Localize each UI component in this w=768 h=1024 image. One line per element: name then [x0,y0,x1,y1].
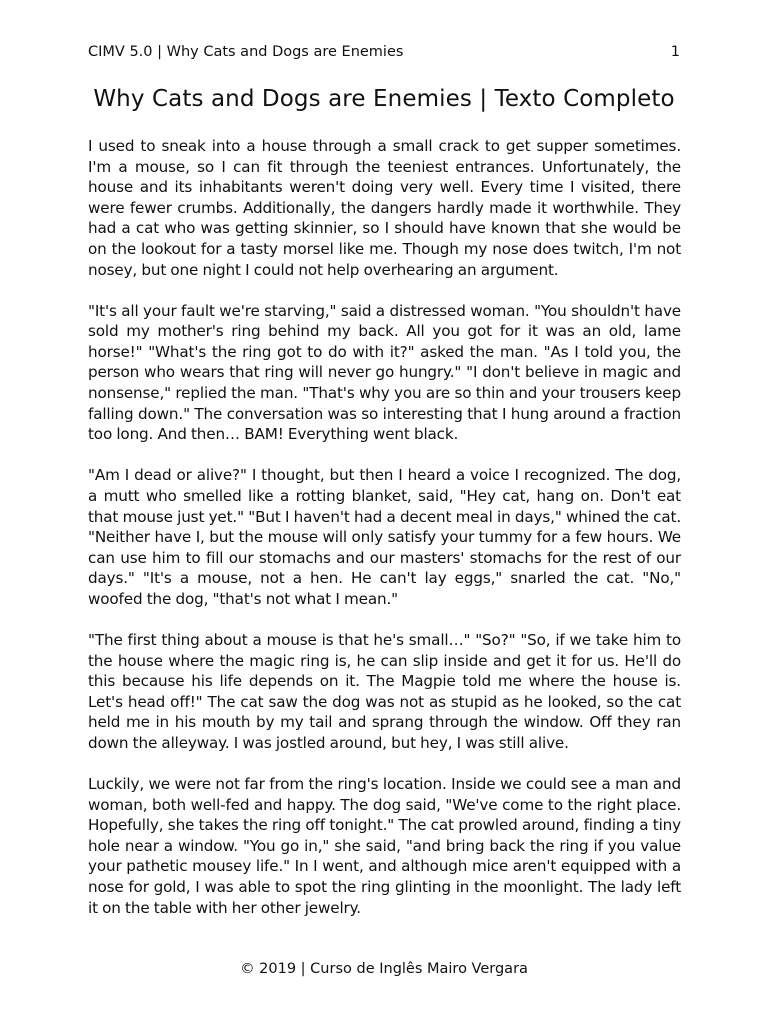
paragraph: "The first thing about a mouse is that he's small…" "So?" "So, if we take him to the house where the magic ring is, he can slip inside and get it for us. He'll do this because his life depends on it. The Magpie told me where the house is. Let's head off!" The cat saw the dog was not as stupid as he looked, so the cat held me in his mouth by my tail and sprang through the window. Off they ran down the alleyway. I was jostled around, but hey, I was still alive. [88,630,681,752]
paragraph: "Am I dead or alive?" I thought, but then I heard a voice I recognized. The dog, a mutt who smelled like a rotting blanket, said, "Hey cat, hang on. Don't eat that mouse just yet." "But I haven't had a decent meal in days," whined the cat. "Neither have I, but the mouse will only satisfy your tummy for a few hours. We can use him to fill our stomachs and our masters' stomachs for the rest of our days." "It's a mouse, not a hen. He can't lay eggs," snarled the cat. "No," woofed the dog, "that's not what I mean." [88,466,681,608]
page-number: 1 [670,44,680,60]
document-title: Why Cats and Dogs are Enemies | Texto Completo [93,86,675,112]
running-header [88,42,680,62]
paragraph: I used to sneak into a house through a small crack to get supper sometimes. I'm a mouse, so I can fit through the teeniest entrances. Unfortunately, the house and its inhabitants weren't doing very well. Every time I visited, there were fewer crumbs. Additionally, the dangers hardly made it worthwhile. They had a cat who was getting skinnier, so I should have known that she would be on the lookout for a tasty morsel like me. Though my nose does twitch, I'm not nosey, but one night I could not help overhearing an argument. [88,137,681,279]
paragraph: Luckily, we were not far from the ring's location. Inside we could see a man and woman, both well-fed and happy. The dog said, "We've come to the right place. Hopefully, she takes the ring off tonight." The cat prowled around, finding a tiny hole near a window. "You go in," she said, "and bring back the ring if you value your pathetic mousey life." In I went, and although mice aren't equipped with a nose for gold, I was able to spot the ring glinting in the moonlight. The lady left it on the table with her other jewelry. [88,775,681,917]
page-footer: © 2019 | Curso de Inglês Mairo Vergara [240,961,528,977]
paragraph: "It's all your fault we're starving," said a distressed woman. "You shouldn't have sold my mother's ring behind my back. All you got for it was an old, lame horse!" "What's the ring got to do with it?" asked the man. "As I told you, the person who wears that ring will never go hungry." "I don't believe in magic and nonsense," replied the man. "That's why you are so thin and your trousers keep falling down." The conversation was so interesting that I hung around a fraction too long. And then… BAM! Everything went black. [88,301,681,444]
story-body [88,136,681,939]
header-title: CIMV 5.0 | Why Cats and Dogs are Enemies [88,44,404,60]
